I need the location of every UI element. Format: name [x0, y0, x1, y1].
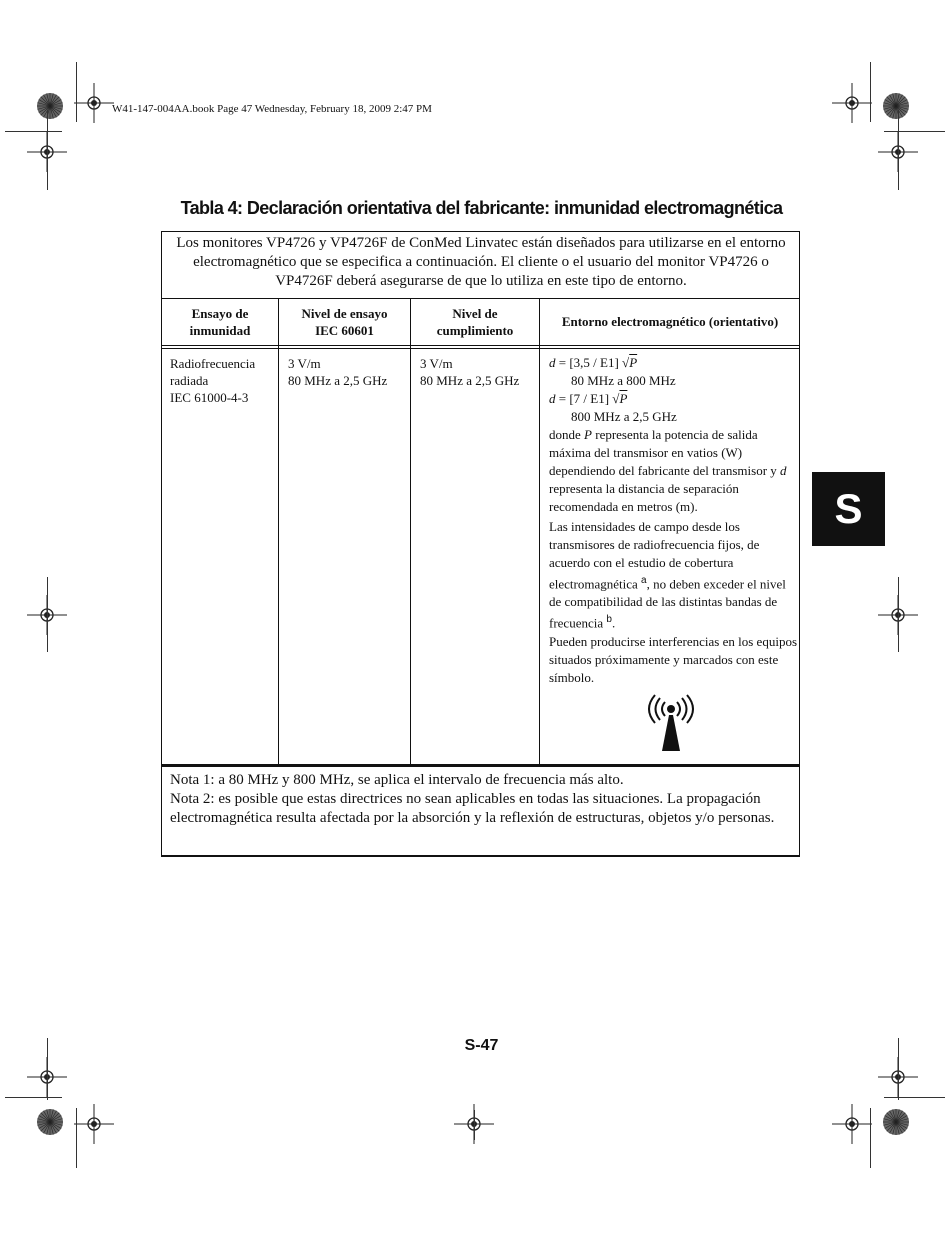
- cell-compliance-line2: 80 MHz a 2,5 GHz: [420, 373, 520, 388]
- col-header-compliance-line2: cumplimiento: [436, 323, 514, 338]
- cell-test-level-line2: 80 MHz a 2,5 GHz: [288, 373, 388, 388]
- crop-line: [898, 577, 899, 652]
- col-header-level-line1: Nivel de ensayo: [301, 306, 388, 321]
- cell-compliance-level: [420, 355, 539, 389]
- crop-line: [884, 1097, 945, 1098]
- formula-1: [549, 354, 797, 372]
- cell-test-line1: Radiofrecuencia: [170, 356, 256, 371]
- col-header-environment: Entorno electromagnético (orientativo): [561, 314, 779, 329]
- registration-mark-icon: [74, 83, 114, 123]
- interference-text: Pueden producirse interferencias en los equipos situados próximamente y marcados con este símbolo.: [549, 633, 798, 685]
- power-desc-c: representa la distancia de separación recomendada en metros (m).: [549, 481, 739, 514]
- cell-test-line2: radiada: [170, 373, 209, 388]
- starburst-target-icon: [882, 92, 910, 120]
- section-tab: S: [812, 472, 885, 546]
- rule-header-2: [161, 348, 800, 349]
- registration-mark-icon: [832, 83, 872, 123]
- crop-line: [47, 110, 48, 190]
- starburst-target-icon: [882, 1108, 910, 1136]
- note-1: Nota 1: a 80 MHz y 800 MHz, se aplica el intervalo de frecuencia más alto.: [170, 772, 624, 788]
- crop-line: [474, 1110, 475, 1140]
- col-header-test-line1: Ensayo de: [191, 306, 249, 321]
- field-text-c: .: [611, 615, 616, 631]
- starburst-target-icon: [36, 1108, 64, 1136]
- crop-line: [884, 131, 945, 132]
- starburst-target-icon: [36, 92, 64, 120]
- power-desc-a: donde: [549, 427, 585, 442]
- formula-1-p: P: [629, 355, 638, 370]
- col-header-level-line2: IEC 60601: [315, 323, 374, 338]
- formula-2-p: P: [619, 391, 628, 406]
- note-2: Nota 2: es posible que estas directrices no sean aplicables en todas las situaciones. La propagación electromagnética resulta afectada por la absorción y la reflexión de estructuras, objetos y/o personas.: [170, 791, 775, 826]
- crop-line: [898, 1038, 899, 1100]
- formula-1-range: 80 MHz a 800 MHz: [571, 373, 676, 388]
- field-strength-text: [549, 518, 797, 633]
- crop-line: [47, 577, 48, 652]
- col-divider-1: [278, 298, 279, 765]
- footnote-b: b: [606, 614, 612, 626]
- formula-2-var: d: [549, 391, 556, 406]
- sqrt-symbol-2: √: [612, 391, 620, 406]
- table-notes: [170, 771, 795, 828]
- registration-mark-icon: [74, 1104, 114, 1144]
- cell-environment: [549, 354, 797, 687]
- registration-mark-icon: [832, 1104, 872, 1144]
- cell-test-level: [288, 355, 410, 389]
- formula-2: [549, 390, 797, 408]
- power-desc-var2: d: [780, 463, 787, 478]
- col-header-test: [162, 305, 278, 339]
- cell-test: [170, 355, 278, 406]
- power-description: [549, 426, 797, 516]
- crop-line: [76, 62, 77, 122]
- cell-compliance-line1: 3 V/m: [420, 356, 453, 371]
- crop-line: [870, 62, 871, 122]
- crop-line: [76, 1108, 77, 1168]
- cell-test-line3: IEC 61000-4-3: [170, 390, 249, 405]
- formula-2-range: 800 MHz a 2,5 GHz: [571, 409, 677, 424]
- col-header-compliance-line1: Nivel de: [452, 306, 498, 321]
- col-header-compliance: [411, 305, 539, 339]
- col-divider-3: [539, 298, 540, 765]
- sqrt-symbol-1: √: [622, 355, 630, 370]
- book-header-line: W41-147-004AA.book Page 47 Wednesday, February 18, 2009 2:47 PM: [112, 103, 432, 115]
- page-title: Tabla 4: Declaración orientativa del fabricante: inmunidad electromagnética: [180, 198, 783, 218]
- crop-line: [5, 1097, 62, 1098]
- footnote-a: a: [641, 575, 647, 586]
- rule-below-intro: [161, 298, 800, 299]
- col-header-test-line2: inmunidad: [189, 323, 251, 338]
- page-number: S-47: [464, 1037, 499, 1054]
- power-desc-var: P: [584, 427, 592, 442]
- power-desc-b: representa la potencia de salida máxima del transmisor en vatios (W) dependiendo del fabricante del transmisor y: [549, 427, 781, 478]
- formula-1-var: d: [549, 355, 556, 370]
- crop-line: [870, 1108, 871, 1168]
- crop-line: [5, 131, 62, 132]
- crop-line: [47, 1038, 48, 1100]
- field-text-a: Las intensidades de campo desde los transmisores de radiofrecuencia fijos, de acuerdo con el estudio de cobertura electromagnética: [549, 519, 760, 592]
- field-text-b: , no deben exceder el nivel de compatibilidad de las distintas bandas de frecuencia: [549, 576, 786, 631]
- formula-1-expr: = [3,5 / E1]: [555, 355, 623, 370]
- col-header-level: [279, 305, 410, 339]
- rule-above-notes: [161, 764, 800, 767]
- rule-header-1: [161, 345, 800, 346]
- table-intro: Los monitores VP4726 y VP4726F de ConMed Linvatec están diseñados para utilizarse en el entorno electromagnético que se especifica a continuación. El cliente o el usuario del monitor VP4726 o VP4726F deberá asegurarse de que lo utiliza en este tipo de entorno.: [176, 235, 786, 289]
- cell-test-level-line1: 3 V/m: [288, 356, 321, 371]
- formula-2-expr: = [7 / E1]: [555, 391, 613, 406]
- col-divider-2: [410, 298, 411, 765]
- radiation-transmitter-icon: [646, 694, 696, 752]
- crop-line: [898, 110, 899, 190]
